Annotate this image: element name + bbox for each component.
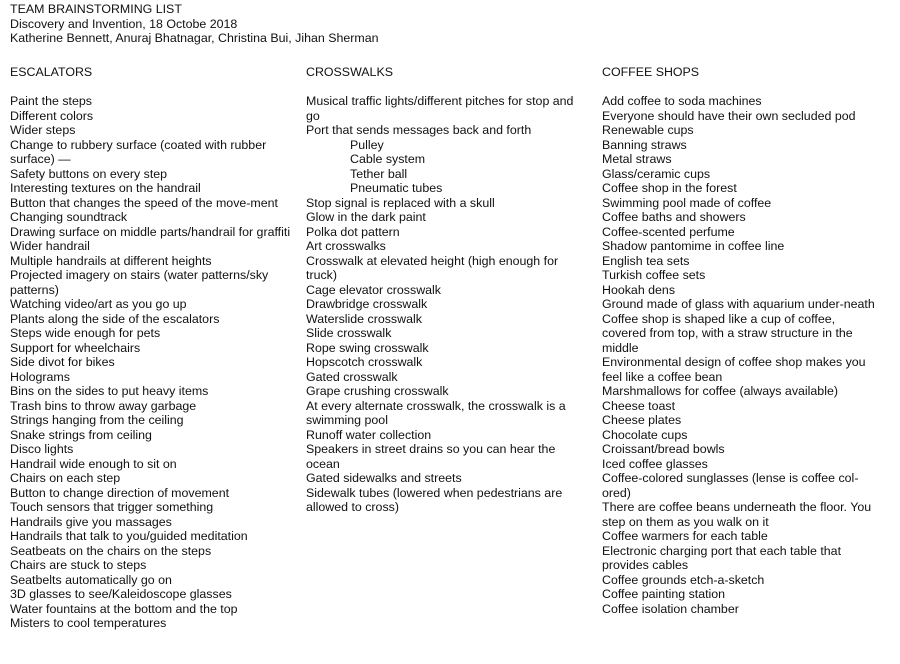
list-item: Side divot for bikes — [10, 355, 115, 369]
list-item: Coffee shop is shaped like a cup of coffee, covered from top, with a straw structure in the middle — [602, 311, 853, 355]
list-item: Grape crushing crosswalk — [306, 384, 449, 398]
idea-list — [602, 94, 882, 616]
list-item: At every alternate crosswalk, the crosswalk is a swimming pool — [306, 398, 566, 427]
list-item: Handrail wide enough to sit on — [10, 456, 177, 471]
list-item: Speakers in street drains so you can hear the ocean — [306, 442, 556, 471]
list-item: Coffee isolation chamber — [602, 601, 739, 616]
list-item: Handrails that talk to you/guided meditation — [10, 529, 248, 543]
list-item: Marshmallows for coffee (always available) — [602, 384, 838, 398]
list-item: Waterslide crosswalk — [306, 311, 422, 326]
idea-list — [306, 94, 578, 515]
list-item: Wider steps — [10, 123, 76, 137]
list-item: Coffee warmers for each table — [602, 529, 768, 543]
sub-list-item: Pulley — [350, 137, 384, 152]
list-item: Cage elevator crosswalk — [306, 282, 441, 297]
list-item: Metal straws — [602, 152, 672, 166]
list-item: Slide crosswalk — [306, 326, 392, 340]
list-item: Coffee painting station — [602, 587, 726, 601]
list-item: Change to rubbery surface (coated with rubber surface) — — [10, 137, 267, 166]
list-item: Drawbridge crosswalk — [306, 297, 428, 311]
list-item: Rope swing crosswalk — [306, 340, 429, 355]
list-item: Interesting textures on the handrail — [10, 181, 201, 195]
idea-list — [10, 94, 296, 631]
list-item: Seatbeats on the chairs on the steps — [10, 543, 212, 558]
list-item: Everyone should have their own secluded pod — [602, 108, 856, 123]
list-item: Glass/ceramic cups — [602, 166, 711, 181]
sub-list-item: Pneumatic tubes — [350, 181, 443, 195]
list-item: Renewable cups — [602, 123, 694, 137]
column-escalators — [10, 65, 296, 631]
list-item: Electronic charging port that each table that provides cables — [602, 543, 842, 572]
list-item: Chairs on each step — [10, 471, 121, 485]
list-item: Add coffee to soda machines — [602, 94, 762, 108]
list-item: Coffee-scented perfume — [602, 224, 735, 239]
list-item: Steps wide enough for pets — [10, 326, 161, 340]
list-item: Seatbelts automatically go on — [10, 572, 172, 587]
list-item: English tea sets — [602, 253, 690, 268]
column-crosswalks — [306, 65, 578, 515]
list-item: 3D glasses to see/Kaleidoscope glasses — [10, 587, 232, 601]
list-item: Polka dot pattern — [306, 224, 400, 239]
list-item: Chocolate cups — [602, 427, 688, 442]
list-item: Button that changes the speed of the move-ment — [10, 195, 278, 210]
list-item: Art crosswalks — [306, 239, 386, 253]
list-item: Banning straws — [602, 137, 687, 152]
list-item: There are coffee beans underneath the floor. You step on them as you walk on it — [602, 500, 872, 529]
list-item: Drawing surface on middle parts/handrail for graffiti — [10, 224, 291, 239]
list-item: Cheese toast — [602, 398, 676, 413]
document-authors: Katherine Bennett, Anuraj Bhatnagar, Christina Bui, Jihan Sherman — [10, 31, 379, 45]
list-item: Plants along the side of the escalators — [10, 311, 220, 326]
list-item: Coffee-colored sunglasses (lense is coffee col-ored) — [602, 471, 859, 500]
list-item: Projected imagery on stairs (water patterns/sky patterns) — [10, 268, 269, 297]
list-item: Paint the steps — [10, 94, 92, 108]
list-item: Coffee grounds etch-a-sketch — [602, 572, 765, 587]
list-item: Runoff water collection — [306, 427, 432, 442]
document-title: TEAM BRAINSTORMING LIST — [10, 2, 182, 16]
column-heading: CROSSWALKS — [306, 65, 393, 79]
list-item: Sidewalk tubes (lowered when pedestrians are allowed to cross) — [306, 485, 563, 514]
list-item: Wider handrail — [10, 239, 90, 253]
list-item: Gated crosswalk — [306, 369, 398, 384]
list-item: Bins on the sides to put heavy items — [10, 384, 209, 398]
list-item: Ground made of glass with aquarium under-neath — [602, 297, 875, 311]
list-item: Chairs are stuck to steps — [10, 558, 147, 572]
list-item: Swimming pool made of coffee — [602, 195, 772, 210]
list-item: Holograms — [10, 369, 70, 384]
list-item: Croissant/bread bowls — [602, 442, 725, 456]
list-item: Stop signal is replaced with a skull — [306, 195, 495, 210]
list-item: Multiple handrails at different heights — [10, 253, 212, 268]
list-item: Cheese plates — [602, 413, 682, 427]
sub-list-item: Tether ball — [350, 166, 408, 181]
list-item: Crosswalk at elevated height (high enough for truck) — [306, 253, 559, 282]
list-item: Touch sensors that trigger something — [10, 500, 214, 514]
list-item: Glow in the dark paint — [306, 210, 426, 224]
list-item: Misters to cool temperatures — [10, 616, 167, 630]
list-item: Different colors — [10, 108, 94, 123]
list-item: Iced coffee glasses — [602, 456, 708, 471]
document-header — [10, 2, 890, 46]
list-item: Changing soundtrack — [10, 210, 128, 224]
list-item: Shadow pantomime in coffee line — [602, 239, 785, 253]
list-item: Disco lights — [10, 442, 74, 456]
list-item: Watching video/art as you go up — [10, 297, 187, 311]
list-item: Button to change direction of movement — [10, 485, 230, 500]
list-item: Hookah dens — [602, 282, 676, 297]
document-subtitle: Discovery and Invention, 18 Octobe 2018 — [10, 16, 238, 31]
list-item: Turkish coffee sets — [602, 268, 706, 282]
list-item: Trash bins to throw away garbage — [10, 398, 197, 413]
list-item: Port that sends messages back and forth — [306, 123, 532, 137]
list-item: Coffee shop in the forest — [602, 181, 737, 195]
list-item: Safety buttons on every step — [10, 166, 168, 181]
list-item: Hopscotch crosswalk — [306, 355, 423, 369]
list-item: Coffee baths and showers — [602, 210, 746, 224]
list-item: Water fountains at the bottom and the top — [10, 601, 238, 616]
list-item: Gated sidewalks and streets — [306, 471, 462, 485]
column-heading: ESCALATORS — [10, 65, 93, 79]
list-item: Musical traffic lights/different pitches for stop and go — [306, 94, 574, 123]
column-heading: COFFEE SHOPS — [602, 65, 700, 79]
column-coffee-shops — [602, 65, 882, 616]
sub-list-item: Cable system — [350, 152, 426, 166]
list-item: Strings hanging from the ceiling — [10, 413, 184, 427]
list-item: Support for wheelchairs — [10, 340, 141, 355]
list-item: Snake strings from ceiling — [10, 427, 152, 442]
list-item: Handrails give you massages — [10, 514, 172, 529]
list-item: Environmental design of coffee shop makes you feel like a coffee bean — [602, 355, 866, 384]
